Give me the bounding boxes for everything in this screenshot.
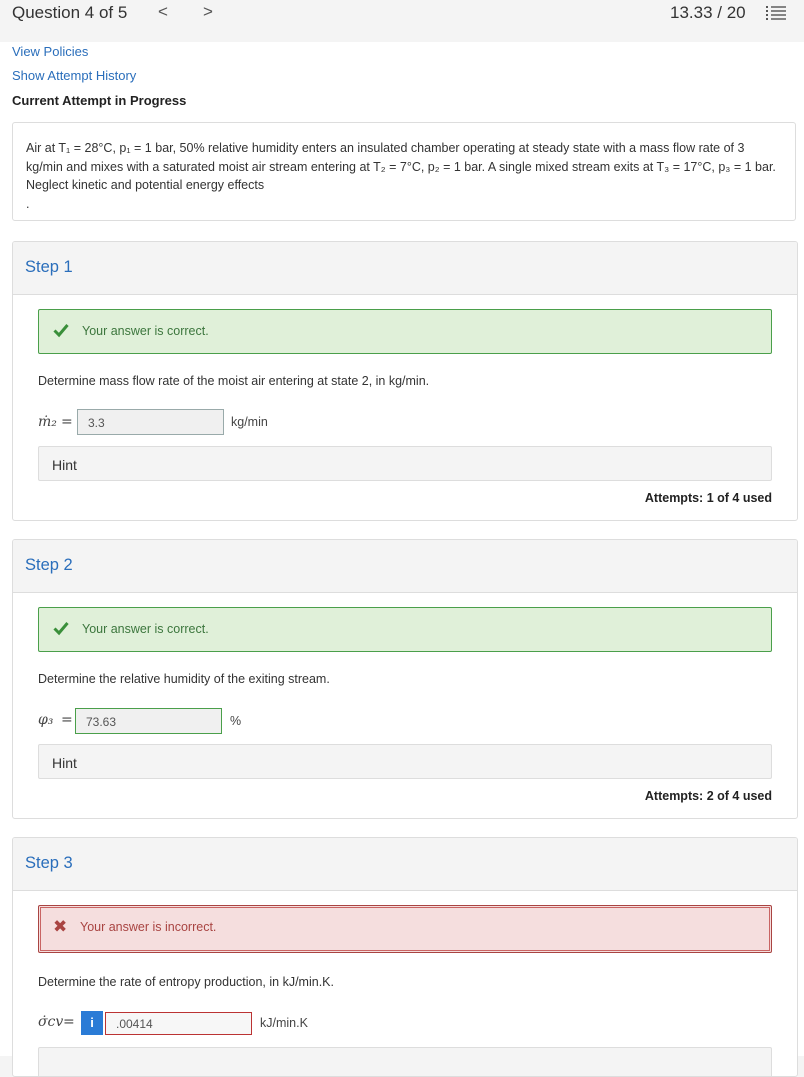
view-policies-link[interactable]: View Policies xyxy=(12,44,89,59)
chevron-right-icon[interactable]: > xyxy=(203,2,213,21)
step-3-header xyxy=(13,838,797,891)
step-2-answer-value: 73.63 xyxy=(86,715,117,729)
x-icon: ✖ xyxy=(53,917,68,936)
problem-trailing-dot: . xyxy=(26,196,30,211)
step-1-title[interactable]: Step 1 xyxy=(25,258,73,276)
step-2-feedback-text: Your answer is correct. xyxy=(82,622,209,636)
step-2-title[interactable]: Step 2 xyxy=(25,556,73,574)
step-1-unit: kg/min xyxy=(231,415,268,429)
check-icon xyxy=(53,620,69,636)
step-2-equals: = xyxy=(61,712,73,728)
step-2-hint-button[interactable] xyxy=(38,744,772,779)
step-3-panel xyxy=(12,837,798,1077)
problem-text: Air at T₁ = 28°C, p₁ = 1 bar, 50% relative humidity enters an insulated chamber operating at steady state with a mass flow rate of 3 kg/min and mixes with a saturated moist air stream entering at T₂ = 7°C, p₂ = 1 bar. A single mixed stream exits at T₃ = 17°C, p₃ = 1 bar. Neglect kinetic and potential energy effects xyxy=(26,141,776,192)
step-3-equals: = xyxy=(63,1014,75,1030)
step-1-question: Determine mass flow rate of the moist air entering at state 2, in kg/min. xyxy=(38,374,430,388)
step-2-feedback xyxy=(38,607,772,652)
score-display: 13.33 / 20 xyxy=(670,3,746,22)
step-1-hint-label: Hint xyxy=(52,457,77,473)
step-3-question: Determine the rate of entropy production, in kJ/min.K. xyxy=(38,975,334,989)
question-counter: Question 4 of 5 xyxy=(12,3,128,22)
current-attempt-label: Current Attempt in Progress xyxy=(12,93,187,108)
show-attempt-history-link[interactable]: Show Attempt History xyxy=(12,68,137,83)
step-3-answer-value: .00414 xyxy=(116,1017,153,1031)
step-2-attempts: Attempts: 2 of 4 used xyxy=(644,789,772,803)
step-2-question: Determine the relative humidity of the exiting stream. xyxy=(38,672,330,686)
top-bar xyxy=(0,0,804,42)
step-2-unit: % xyxy=(230,714,242,728)
step-2-hint-label: Hint xyxy=(52,755,77,771)
step-2-answer-field[interactable] xyxy=(75,708,222,734)
step-3-feedback-text: Your answer is incorrect. xyxy=(80,920,217,934)
step-1-feedback xyxy=(38,309,772,354)
step-1-equals: = xyxy=(61,414,73,430)
step-2-header xyxy=(13,540,797,593)
step-2-panel xyxy=(12,539,798,819)
step-3-variable: σ̇cv xyxy=(38,1014,64,1030)
step-1-hint-button[interactable] xyxy=(38,446,772,481)
check-icon xyxy=(53,322,69,338)
step-3-title[interactable]: Step 3 xyxy=(25,854,73,872)
step-1-panel xyxy=(12,241,798,521)
step-3-unit: kJ/min.K xyxy=(260,1016,308,1030)
chevron-left-icon[interactable]: < xyxy=(158,2,168,21)
step-3-hint-button[interactable] xyxy=(38,1047,772,1077)
step-3-answer-field[interactable] xyxy=(105,1012,252,1035)
step-1-variable: ṁ₂ xyxy=(38,414,57,430)
step-1-header xyxy=(13,242,797,295)
step-1-attempts: Attempts: 1 of 4 used xyxy=(644,491,772,505)
info-icon[interactable]: i xyxy=(81,1011,103,1035)
main-content xyxy=(0,42,804,1056)
list-icon[interactable] xyxy=(766,5,786,23)
step-3-feedback xyxy=(38,905,772,953)
problem-statement xyxy=(12,122,796,221)
step-2-variable: φ₃ xyxy=(38,712,54,728)
step-1-answer-field[interactable] xyxy=(77,409,224,435)
step-1-answer-value: 3.3 xyxy=(88,416,105,430)
step-1-feedback-text: Your answer is correct. xyxy=(82,324,209,338)
